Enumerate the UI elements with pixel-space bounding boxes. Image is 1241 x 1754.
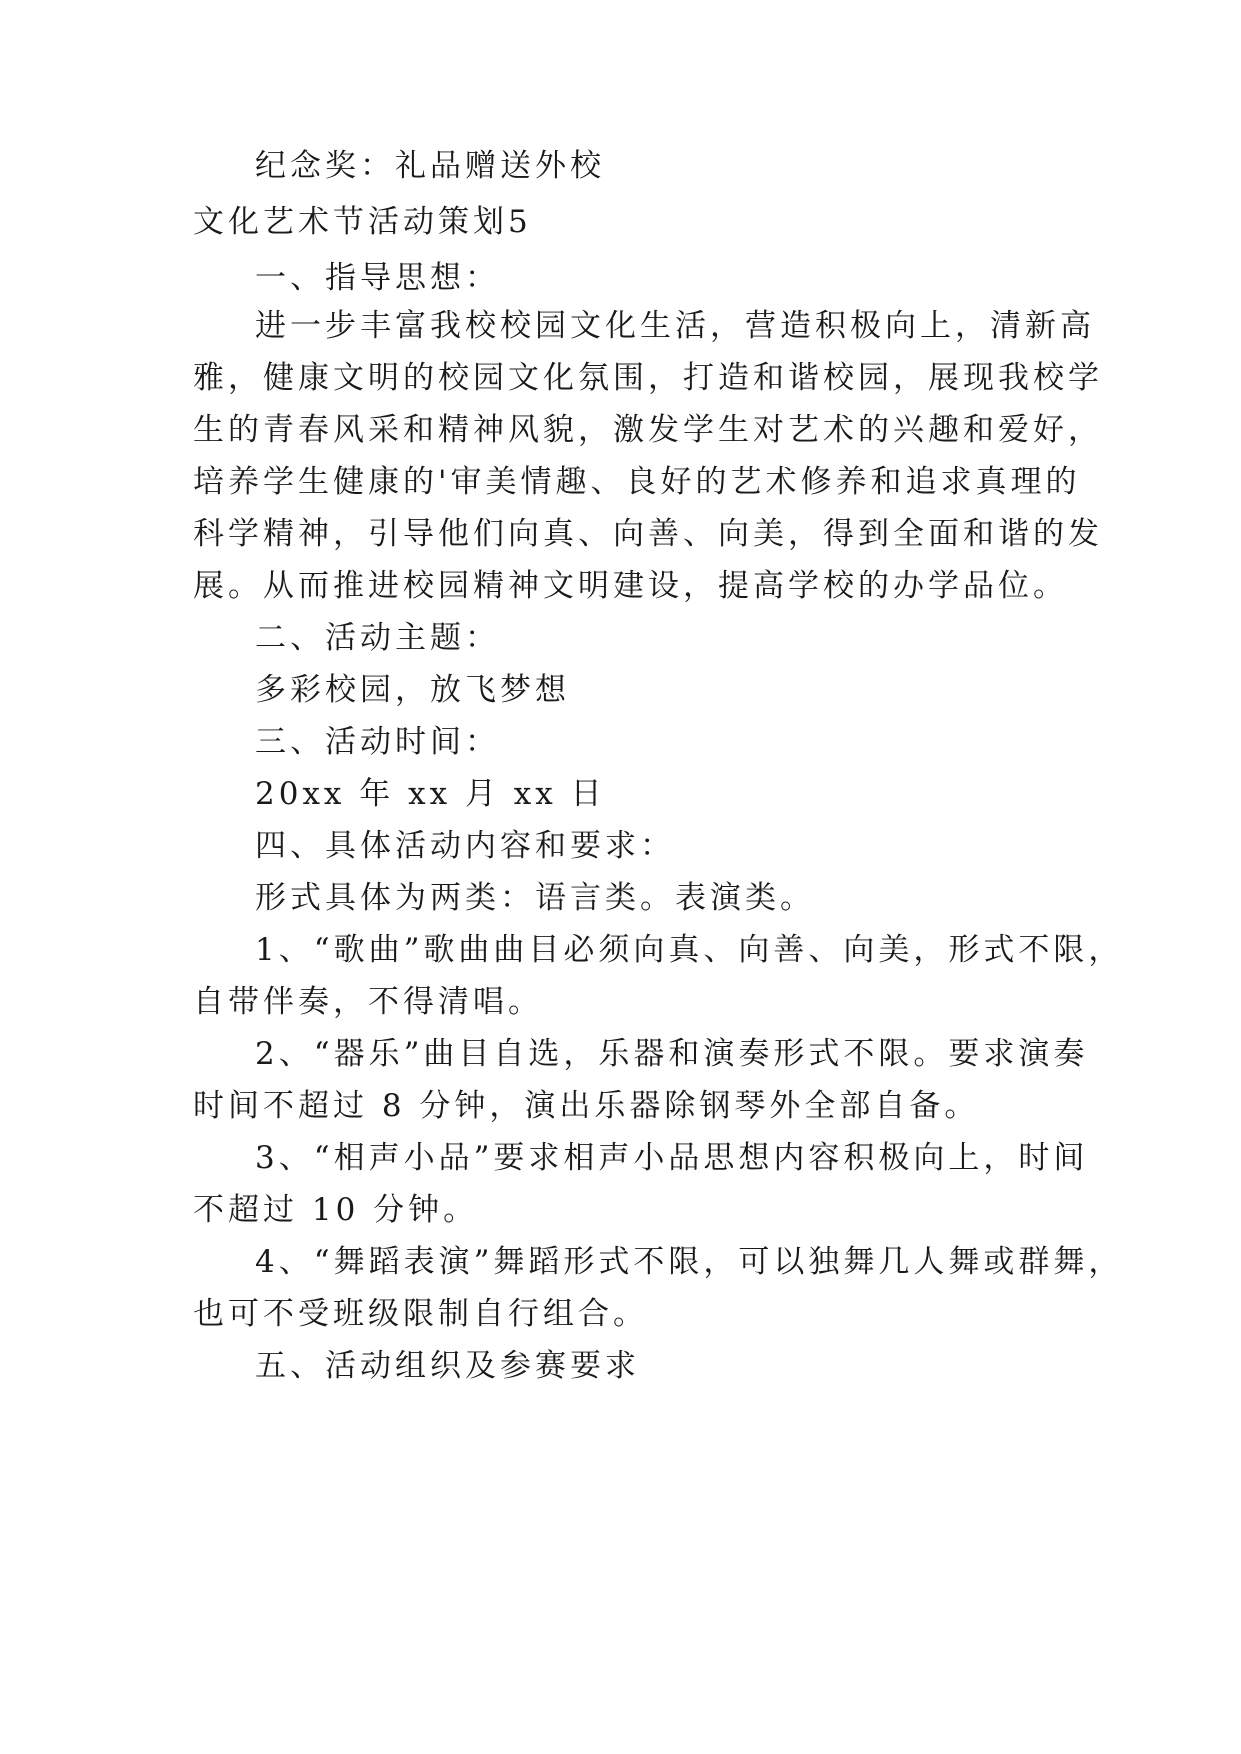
heading-content: 四、具体活动内容和要求： — [255, 828, 675, 864]
paragraph-line: 生的青春风采和精神风貌，激发学生对艺术的兴趣和爱好， — [193, 412, 1103, 448]
item-dance-line: 也可不受班级限制自行组合。 — [193, 1296, 648, 1332]
text-line-memorial-award: 纪念奖：礼品赠送外校 — [255, 148, 605, 184]
theme-text: 多彩校园，放飞梦想 — [255, 672, 570, 708]
item-crosstalk-line: 3、“相声小品”要求相声小品思想内容积极向上，时间 — [255, 1140, 1089, 1176]
paragraph-line: 雅，健康文明的校园文化氛围，打造和谐校园，展现我校学 — [193, 360, 1103, 396]
paragraph-line: 培养学生健康的'审美情趣、良好的艺术修养和追求真理的 — [193, 464, 1081, 500]
section-title: 文化艺术节活动策划5 — [193, 204, 532, 240]
item-instrument-line: 2、“器乐”曲目自选，乐器和演奏形式不限。要求演奏 — [255, 1036, 1089, 1072]
heading-theme: 二、活动主题： — [255, 620, 500, 656]
item-crosstalk-line: 不超过 10 分钟。 — [193, 1192, 479, 1228]
paragraph-line: 展。从而推进校园精神文明建设，提高学校的办学品位。 — [193, 568, 1068, 604]
paragraph-line: 科学精神，引导他们向真、向善、向美，得到全面和谐的发 — [193, 516, 1103, 552]
heading-organization: 五、活动组织及参赛要求 — [255, 1348, 640, 1384]
heading-guiding-idea: 一、指导思想： — [255, 260, 500, 296]
item-song-line: 1、“歌曲”歌曲曲目必须向真、向善、向美，形式不限， — [255, 932, 1124, 968]
item-dance-line: 4、“舞蹈表演”舞蹈形式不限，可以独舞几人舞或群舞， — [255, 1244, 1124, 1280]
date-text: 20xx 年 xx 月 xx 日 — [255, 776, 606, 812]
form-text: 形式具体为两类：语言类。表演类。 — [255, 880, 815, 916]
heading-time: 三、活动时间： — [255, 724, 500, 760]
item-instrument-line: 时间不超过 8 分钟，演出乐器除钢琴外全部自备。 — [193, 1088, 980, 1124]
item-song-line: 自带伴奏，不得清唱。 — [193, 984, 543, 1020]
paragraph-line: 进一步丰富我校校园文化生活，营造积极向上，清新高 — [255, 308, 1095, 344]
